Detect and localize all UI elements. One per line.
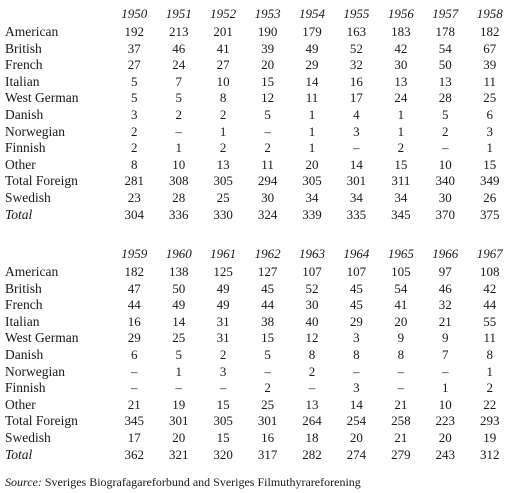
table-cell: 14 [349, 156, 363, 172]
table-cell: 41 [216, 40, 230, 56]
table-cell: 32 [349, 57, 363, 73]
table-cell: 28 [438, 90, 452, 106]
table-cell: 264 [302, 413, 322, 429]
row-label: French [5, 297, 43, 313]
year-header: 1957 [432, 6, 459, 21]
row-label: Swedish [5, 189, 51, 205]
year-header: 1955 [343, 6, 370, 21]
row-label: Italian [5, 73, 40, 89]
table-cell: 67 [483, 40, 497, 56]
table-cell: 8 [219, 90, 227, 106]
table-cell: 10 [438, 396, 452, 412]
table-row-swedish [4, 190, 512, 207]
table-cell: – [442, 363, 449, 379]
table-cell: 31 [216, 330, 230, 346]
year-header: 1964 [343, 246, 370, 261]
table-cell: 1 [308, 106, 316, 122]
table-cell: 47 [127, 280, 141, 296]
row-label: Finnish [5, 140, 46, 156]
table-cell: 21 [394, 429, 408, 445]
table-cell: 45 [349, 280, 363, 296]
table-cell: 4 [353, 106, 360, 122]
year-header-row [4, 4, 512, 24]
table-cell: – [397, 363, 405, 379]
table-cell: 8 [353, 346, 360, 362]
table-cell: 1 [175, 140, 182, 156]
table-cell: 7 [442, 346, 449, 362]
table-cell: 30 [261, 189, 275, 205]
table-row-total [4, 447, 512, 464]
table-cell: 5 [175, 346, 182, 362]
table-cell: – [131, 380, 138, 396]
table-cell: 2 [308, 363, 316, 379]
table-cell: 97 [438, 264, 452, 279]
table-row-total-foreign [4, 413, 512, 430]
table-row-norwegian [4, 364, 512, 381]
table-cell: 13 [438, 73, 452, 89]
table-cell: 15 [483, 156, 497, 172]
table-cell: – [353, 140, 360, 156]
row-label: Other [5, 396, 36, 412]
table-cell: 27 [216, 57, 230, 73]
table-cell: 5 [131, 73, 138, 89]
table-cell: 24 [172, 57, 186, 73]
table-cell: 18 [305, 429, 319, 445]
row-label: West German [5, 90, 79, 106]
table-cell: – [353, 363, 360, 379]
table-cell: 345 [124, 413, 145, 429]
table-cell: 13 [305, 396, 319, 412]
table-cell: 45 [261, 280, 275, 296]
table-cell: 12 [261, 90, 275, 106]
table-cell: 274 [346, 446, 367, 462]
row-label: West German [5, 330, 79, 346]
table-cell: 13 [216, 156, 230, 172]
table-cell: 55 [483, 313, 497, 329]
table-row-west-german [4, 330, 512, 347]
table-cell: 301 [168, 413, 189, 429]
table-cell: 52 [349, 40, 363, 56]
table-row-british [4, 281, 512, 298]
table-cell: 183 [391, 24, 411, 39]
table-cell: 107 [302, 264, 322, 279]
table-cell: 301 [257, 413, 278, 429]
table-row-french [4, 297, 512, 314]
table-cell: 21 [127, 396, 141, 412]
table-cell: 25 [483, 90, 497, 106]
table-cell: 1 [219, 123, 227, 139]
table-cell: 345 [391, 206, 411, 222]
table-cell: 213 [168, 24, 189, 39]
source-label: Source: [5, 475, 42, 489]
table-cell: 15 [394, 156, 408, 172]
table-cell: 29 [305, 57, 319, 73]
row-label: Swedish [5, 429, 51, 445]
table-cell: 182 [479, 24, 500, 39]
table-row-italian [4, 74, 512, 91]
table-cell: 20 [438, 429, 452, 445]
table-cell: 11 [483, 73, 496, 89]
table-cell: 5 [264, 346, 271, 362]
year-header: 1962 [254, 246, 281, 261]
table-cell: 3 [353, 330, 360, 346]
table-cell: 2 [264, 140, 271, 156]
table-cell: 9 [397, 330, 405, 346]
row-label: American [5, 264, 59, 279]
table-cell: – [131, 363, 138, 379]
header-corner [4, 4, 112, 24]
row-label: Italian [5, 313, 40, 329]
table-cell: 2 [131, 140, 138, 156]
table-row-norwegian [4, 124, 512, 141]
table-cell: 25 [216, 189, 230, 205]
year-header: 1965 [387, 246, 414, 261]
table-cell: 9 [442, 330, 449, 346]
table-cell: 49 [216, 297, 230, 313]
table-cell: 50 [172, 280, 186, 296]
table-cell: 2 [219, 106, 227, 122]
table-cell: 163 [346, 24, 367, 39]
table-cell: 312 [479, 446, 500, 462]
table-cell: 10 [172, 156, 186, 172]
table-cell: 1 [397, 123, 405, 139]
table-cell: 30 [394, 57, 408, 73]
table-cell: 21 [438, 313, 452, 329]
table-cell: 34 [349, 189, 363, 205]
table-cell: 182 [124, 264, 145, 279]
row-label: Norwegian [5, 363, 65, 379]
table-cell: 49 [172, 297, 186, 313]
table-cell: 25 [172, 330, 186, 346]
table-cell: 45 [349, 297, 363, 313]
table-cell: 1 [486, 363, 493, 379]
table-cell: 3 [131, 106, 138, 122]
year-header: 1961 [210, 246, 237, 261]
table-cell: 44 [127, 297, 141, 313]
table-cell: 27 [127, 57, 141, 73]
year-header: 1967 [476, 246, 503, 261]
table-cell: 339 [302, 206, 322, 222]
table-cell: 15 [216, 429, 230, 445]
table-row-danish [4, 347, 512, 364]
table-cell: 32 [438, 297, 452, 313]
row-label: French [5, 57, 43, 73]
table-cell: 54 [394, 280, 408, 296]
table-cell: 19 [172, 396, 186, 412]
table-cell: 340 [435, 173, 455, 189]
table-cell: 8 [308, 346, 316, 362]
table-cell: 54 [438, 40, 452, 56]
table-cell: 20 [305, 156, 319, 172]
table-cell: 335 [346, 206, 367, 222]
year-header: 1953 [254, 6, 281, 21]
table-cell: 190 [257, 24, 278, 39]
table-row-west-german [4, 90, 512, 107]
table-cell: 24 [394, 90, 408, 106]
table-cell: 2 [219, 140, 227, 156]
table-cell: 2 [131, 123, 138, 139]
table-cell: 223 [435, 413, 455, 429]
row-label: Other [5, 156, 36, 172]
row-label: Norwegian [5, 123, 65, 139]
table-cell: 15 [261, 73, 275, 89]
table-cell: – [264, 123, 271, 139]
table-cell: 41 [394, 297, 408, 313]
table-cell: 29 [127, 330, 141, 346]
year-header: 1956 [387, 6, 414, 21]
table-cell: 1 [308, 140, 316, 156]
table-cell: 5 [175, 90, 182, 106]
row-label: Total Foreign [5, 413, 78, 429]
table-cell: 21 [394, 396, 408, 412]
table-cell: 1 [308, 123, 316, 139]
table-cell: 7 [175, 73, 182, 89]
table-cell: 40 [305, 313, 319, 329]
table-cell: 39 [261, 40, 275, 56]
year-header: 1950 [121, 6, 148, 21]
table-cell: 125 [213, 264, 233, 279]
table-cell: 28 [172, 189, 186, 205]
table-cell: 11 [483, 330, 496, 346]
table-cell: 330 [213, 206, 233, 222]
films-table-1950-1958 [4, 4, 512, 223]
table-cell: – [175, 380, 182, 396]
table-row-american [4, 24, 512, 41]
table-cell: 34 [394, 189, 408, 205]
table-cell: 105 [391, 264, 411, 279]
year-header: 1951 [165, 6, 192, 21]
row-label: Finnish [5, 380, 46, 396]
table-cell: 5 [131, 90, 138, 106]
table-cell: 46 [438, 280, 452, 296]
table-cell: 19 [483, 429, 497, 445]
table-cell: 3 [219, 363, 227, 379]
table-cell: 20 [349, 429, 363, 445]
year-header: 1954 [298, 6, 325, 21]
table-cell: 282 [302, 446, 322, 462]
year-header: 1966 [432, 246, 459, 261]
table-row-other [4, 397, 512, 414]
table-cell: 44 [261, 297, 275, 313]
table-row-finnish [4, 140, 512, 157]
table-cell: 2 [219, 346, 227, 362]
table-cell: 16 [261, 429, 275, 445]
table-cell: 34 [305, 189, 319, 205]
table-cell: 8 [131, 156, 138, 172]
row-label: British [5, 280, 42, 296]
table-cell: 15 [216, 396, 230, 412]
row-label: Danish [5, 346, 44, 362]
table-cell: 108 [479, 264, 500, 279]
table-cell: 304 [124, 206, 145, 222]
table-cell: – [308, 380, 316, 396]
table-cell: 52 [305, 280, 319, 296]
table-cell: – [264, 363, 271, 379]
table-cell: 281 [124, 173, 145, 189]
row-label: Total Foreign [5, 173, 78, 189]
table-cell: 30 [438, 189, 452, 205]
table-cell: 1 [442, 380, 449, 396]
table-cell: 311 [391, 173, 411, 189]
row-label: Total [5, 206, 33, 222]
table-cell: 16 [349, 73, 363, 89]
table-cell: 349 [479, 173, 500, 189]
table-cell: – [219, 380, 227, 396]
table-cell: 50 [438, 57, 452, 73]
table-cell: 12 [305, 330, 319, 346]
table-cell: 293 [479, 413, 500, 429]
row-label: Total [5, 446, 33, 462]
table-cell: 38 [261, 313, 275, 329]
table-cell: 127 [257, 264, 278, 279]
table-cell: 46 [172, 40, 186, 56]
table-row-american [4, 264, 512, 281]
source-note [5, 475, 361, 489]
table-cell: 178 [435, 24, 455, 39]
table-cell: 192 [124, 24, 145, 39]
table-cell: 2 [175, 106, 182, 122]
table-cell: 49 [305, 40, 319, 56]
table-cell: 14 [305, 73, 319, 89]
table-cell: 22 [483, 396, 497, 412]
table-cell: – [175, 123, 182, 139]
table-cell: 254 [346, 413, 367, 429]
table-cell: 375 [479, 206, 500, 222]
table-cell: 17 [127, 429, 141, 445]
table-cell: 321 [168, 446, 189, 462]
table-cell: 10 [438, 156, 452, 172]
table-cell: 8 [397, 346, 405, 362]
table-cell: 336 [168, 206, 189, 222]
table-cell: 243 [435, 446, 455, 462]
table-cell: 279 [391, 446, 411, 462]
table-cell: 26 [483, 189, 497, 205]
table-cell: 44 [483, 297, 497, 313]
films-table-1959-1967 [4, 244, 512, 463]
table-cell: 179 [302, 24, 322, 39]
table-row-italian [4, 314, 512, 331]
table-cell: 15 [261, 330, 275, 346]
table-cell: 42 [394, 40, 408, 56]
table-cell: 42 [483, 280, 497, 296]
table-row-other [4, 157, 512, 174]
table-cell: 30 [305, 297, 319, 313]
year-header: 1960 [165, 246, 192, 261]
table-row-british [4, 41, 512, 58]
table-cell: 305 [213, 173, 233, 189]
table-cell: 1 [486, 140, 493, 156]
table-cell: 5 [264, 106, 271, 122]
year-header: 1959 [121, 246, 148, 261]
table-cell: 20 [172, 429, 186, 445]
table-cell: 370 [435, 206, 455, 222]
table-cell: 308 [168, 173, 189, 189]
header-corner [4, 244, 112, 264]
table-cell: 3 [353, 123, 360, 139]
table-cell: 49 [216, 280, 230, 296]
source-text: Sveriges Biografagareforbund and Sveriges Filmuthyrareforening [44, 475, 361, 489]
table-cell: 1 [397, 106, 405, 122]
table-row-swedish [4, 430, 512, 447]
table-cell: 8 [486, 346, 493, 362]
table-cell: 2 [397, 140, 405, 156]
table-cell: 138 [168, 264, 189, 279]
table-row-total-foreign [4, 173, 512, 190]
table-cell: 37 [127, 40, 141, 56]
year-header-row [4, 244, 512, 264]
table-cell: 201 [213, 24, 233, 39]
table-cell: 17 [349, 90, 363, 106]
table-cell: 39 [483, 57, 497, 73]
table-cell: 305 [302, 173, 322, 189]
year-header: 1963 [298, 246, 325, 261]
table-cell: 294 [257, 173, 278, 189]
table-cell: 20 [261, 57, 275, 73]
row-label: British [5, 40, 42, 56]
table-cell: 31 [216, 313, 230, 329]
table-cell: 14 [172, 313, 186, 329]
table-cell: 25 [261, 396, 275, 412]
table-cell: 2 [442, 123, 449, 139]
table-cell: 107 [346, 264, 367, 279]
table-cell: – [442, 140, 449, 156]
table-cell: 2 [486, 380, 493, 396]
table-row-french [4, 57, 512, 74]
table-cell: 258 [391, 413, 411, 429]
table-cell: 10 [216, 73, 230, 89]
table-cell: 20 [394, 313, 408, 329]
table-cell: 301 [346, 173, 367, 189]
year-header: 1952 [210, 6, 237, 21]
table-cell: 11 [305, 90, 319, 106]
table-cell: 3 [486, 123, 493, 139]
table-row-finnish [4, 380, 512, 397]
row-label: Danish [5, 106, 44, 122]
table-cell: 29 [349, 313, 363, 329]
table-row-total [4, 207, 512, 224]
table-cell: 317 [257, 446, 278, 462]
table-cell: 23 [127, 189, 141, 205]
year-header: 1958 [476, 6, 503, 21]
table-cell: 16 [127, 313, 141, 329]
table-cell: – [397, 380, 405, 396]
table-cell: 6 [486, 106, 493, 122]
table-cell: 2 [264, 380, 271, 396]
table-cell: 14 [349, 396, 363, 412]
table-cell: 362 [124, 446, 145, 462]
table-cell: 305 [213, 413, 233, 429]
table-cell: 5 [442, 106, 449, 122]
table-cell: 324 [257, 206, 278, 222]
table-cell: 11 [261, 156, 274, 172]
table-cell: 6 [131, 346, 138, 362]
table-cell: 13 [394, 73, 408, 89]
table-cell: 1 [175, 363, 182, 379]
table-cell: 3 [353, 380, 360, 396]
table-cell: 320 [213, 446, 233, 462]
table-row-danish [4, 107, 512, 124]
row-label: American [5, 24, 59, 39]
